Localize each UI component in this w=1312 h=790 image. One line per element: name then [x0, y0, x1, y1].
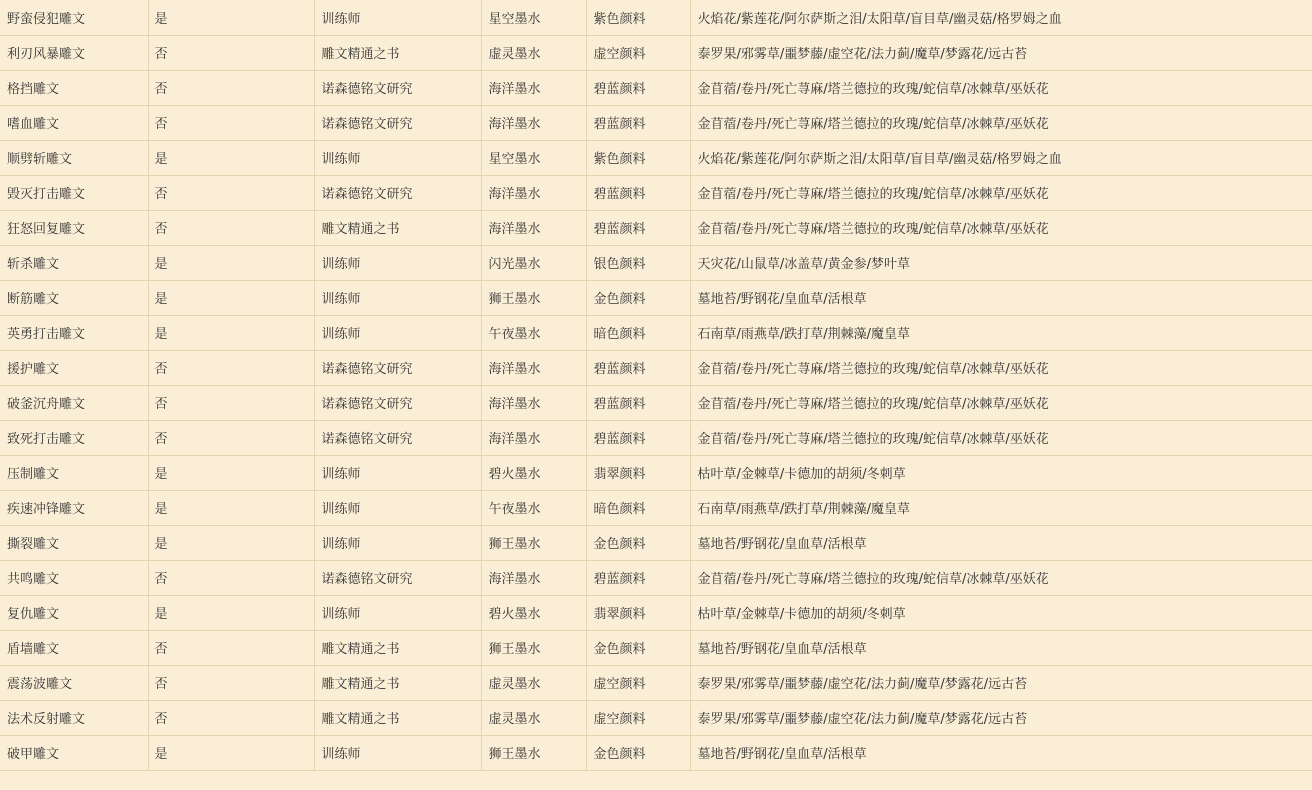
table-row [0, 70, 1312, 105]
glyph-name-cell: 利刃风暴雕文 [0, 35, 148, 70]
is-trainer-learned-cell: 是 [148, 490, 314, 525]
pigment-cell: 虚空颜料 [586, 35, 690, 70]
is-trainer-learned-cell: 是 [148, 315, 314, 350]
herbs-cell: 金苜蓿/卷丹/死亡荨麻/塔兰德拉的玫瑰/蛇信草/冰棘草/巫妖花 [690, 175, 1312, 210]
pigment-cell: 紫色颜料 [586, 0, 690, 35]
source-cell: 训练师 [314, 525, 481, 560]
source-cell: 雕文精通之书 [314, 35, 481, 70]
is-trainer-learned-cell: 否 [148, 630, 314, 665]
ink-cell: 狮王墨水 [481, 630, 586, 665]
glyph-name-cell: 援护雕文 [0, 350, 148, 385]
glyph-name-cell: 撕裂雕文 [0, 525, 148, 560]
ink-cell: 虚灵墨水 [481, 700, 586, 735]
ink-cell: 海洋墨水 [481, 385, 586, 420]
table-row [0, 560, 1312, 595]
source-cell: 训练师 [314, 315, 481, 350]
table-row [0, 0, 1312, 35]
pigment-cell: 碧蓝颜料 [586, 210, 690, 245]
ink-cell: 狮王墨水 [481, 525, 586, 560]
table-row [0, 385, 1312, 420]
ink-cell: 海洋墨水 [481, 210, 586, 245]
glyph-name-cell: 狂怒回复雕文 [0, 210, 148, 245]
herbs-cell: 金苜蓿/卷丹/死亡荨麻/塔兰德拉的玫瑰/蛇信草/冰棘草/巫妖花 [690, 560, 1312, 595]
is-trainer-learned-cell: 否 [148, 665, 314, 700]
source-cell: 诺森德铭文研究 [314, 350, 481, 385]
ink-cell: 海洋墨水 [481, 105, 586, 140]
source-cell: 训练师 [314, 140, 481, 175]
table-row [0, 630, 1312, 665]
source-cell: 训练师 [314, 280, 481, 315]
herbs-cell: 墓地苔/野钢花/皇血草/活根草 [690, 735, 1312, 770]
is-trainer-learned-cell: 否 [148, 420, 314, 455]
ink-cell: 星空墨水 [481, 0, 586, 35]
is-trainer-learned-cell: 是 [148, 735, 314, 770]
ink-cell: 碧火墨水 [481, 455, 586, 490]
pigment-cell: 金色颜料 [586, 525, 690, 560]
pigment-cell: 翡翠颜料 [586, 455, 690, 490]
is-trainer-learned-cell: 是 [148, 140, 314, 175]
pigment-cell: 碧蓝颜料 [586, 70, 690, 105]
glyph-name-cell: 致死打击雕文 [0, 420, 148, 455]
herbs-cell: 火焰花/紫莲花/阿尔萨斯之泪/太阳草/盲目草/幽灵菇/格罗姆之血 [690, 0, 1312, 35]
is-trainer-learned-cell: 否 [148, 350, 314, 385]
glyph-name-cell: 疾速冲锋雕文 [0, 490, 148, 525]
source-cell: 雕文精通之书 [314, 210, 481, 245]
ink-cell: 虚灵墨水 [481, 665, 586, 700]
is-trainer-learned-cell: 否 [148, 700, 314, 735]
pigment-cell: 碧蓝颜料 [586, 105, 690, 140]
glyph-name-cell: 压制雕文 [0, 455, 148, 490]
source-cell: 诺森德铭文研究 [314, 560, 481, 595]
pigment-cell: 银色颜料 [586, 245, 690, 280]
ink-cell: 虚灵墨水 [481, 35, 586, 70]
source-cell: 诺森德铭文研究 [314, 420, 481, 455]
is-trainer-learned-cell: 否 [148, 175, 314, 210]
ink-cell: 海洋墨水 [481, 560, 586, 595]
ink-cell: 狮王墨水 [481, 735, 586, 770]
pigment-cell: 碧蓝颜料 [586, 560, 690, 595]
source-cell: 雕文精通之书 [314, 630, 481, 665]
pigment-cell: 金色颜料 [586, 280, 690, 315]
is-trainer-learned-cell: 是 [148, 455, 314, 490]
herbs-cell: 墓地苔/野钢花/皇血草/活根草 [690, 280, 1312, 315]
herbs-cell: 泰罗果/邪雾草/噩梦藤/虚空花/法力蓟/魔草/梦露花/远古苔 [690, 665, 1312, 700]
glyph-name-cell: 格挡雕文 [0, 70, 148, 105]
glyph-name-cell: 盾墙雕文 [0, 630, 148, 665]
table-row [0, 420, 1312, 455]
table-row [0, 700, 1312, 735]
is-trainer-learned-cell: 否 [148, 105, 314, 140]
is-trainer-learned-cell: 否 [148, 385, 314, 420]
table-row [0, 175, 1312, 210]
table-row [0, 595, 1312, 630]
herbs-cell: 墓地苔/野钢花/皇血草/活根草 [690, 630, 1312, 665]
herbs-cell: 金苜蓿/卷丹/死亡荨麻/塔兰德拉的玫瑰/蛇信草/冰棘草/巫妖花 [690, 105, 1312, 140]
ink-cell: 海洋墨水 [481, 350, 586, 385]
pigment-cell: 金色颜料 [586, 630, 690, 665]
pigment-cell: 暗色颜料 [586, 490, 690, 525]
glyph-name-cell: 震荡波雕文 [0, 665, 148, 700]
ink-cell: 午夜墨水 [481, 315, 586, 350]
glyph-name-cell: 破甲雕文 [0, 735, 148, 770]
table-row [0, 245, 1312, 280]
table-row [0, 525, 1312, 560]
source-cell: 训练师 [314, 455, 481, 490]
pigment-cell: 碧蓝颜料 [586, 385, 690, 420]
source-cell: 训练师 [314, 595, 481, 630]
ink-cell: 狮王墨水 [481, 280, 586, 315]
herbs-cell: 金苜蓿/卷丹/死亡荨麻/塔兰德拉的玫瑰/蛇信草/冰棘草/巫妖花 [690, 420, 1312, 455]
source-cell: 诺森德铭文研究 [314, 70, 481, 105]
table-row [0, 35, 1312, 70]
glyph-name-cell: 顺劈斩雕文 [0, 140, 148, 175]
pigment-cell: 虚空颜料 [586, 700, 690, 735]
ink-cell: 午夜墨水 [481, 490, 586, 525]
glyph-name-cell: 破釜沉舟雕文 [0, 385, 148, 420]
pigment-cell: 碧蓝颜料 [586, 175, 690, 210]
herbs-cell: 枯叶草/金棘草/卡德加的胡须/冬刺草 [690, 455, 1312, 490]
table-row [0, 350, 1312, 385]
pigment-cell: 碧蓝颜料 [586, 420, 690, 455]
is-trainer-learned-cell: 否 [148, 70, 314, 105]
ink-cell: 海洋墨水 [481, 70, 586, 105]
herbs-cell: 墓地苔/野钢花/皇血草/活根草 [690, 525, 1312, 560]
is-trainer-learned-cell: 否 [148, 210, 314, 245]
glyph-name-cell: 复仇雕文 [0, 595, 148, 630]
herbs-cell: 枯叶草/金棘草/卡德加的胡须/冬刺草 [690, 595, 1312, 630]
is-trainer-learned-cell: 是 [148, 0, 314, 35]
source-cell: 训练师 [314, 245, 481, 280]
pigment-cell: 紫色颜料 [586, 140, 690, 175]
pigment-cell: 暗色颜料 [586, 315, 690, 350]
pigment-cell: 翡翠颜料 [586, 595, 690, 630]
glyph-name-cell: 嗜血雕文 [0, 105, 148, 140]
pigment-cell: 碧蓝颜料 [586, 350, 690, 385]
source-cell: 诺森德铭文研究 [314, 175, 481, 210]
pigment-cell: 金色颜料 [586, 735, 690, 770]
is-trainer-learned-cell: 否 [148, 560, 314, 595]
source-cell: 训练师 [314, 0, 481, 35]
table-row [0, 280, 1312, 315]
herbs-cell: 金苜蓿/卷丹/死亡荨麻/塔兰德拉的玫瑰/蛇信草/冰棘草/巫妖花 [690, 210, 1312, 245]
table-row [0, 210, 1312, 245]
table-row [0, 315, 1312, 350]
is-trainer-learned-cell: 是 [148, 280, 314, 315]
table-row [0, 490, 1312, 525]
glyph-name-cell: 断筋雕文 [0, 280, 148, 315]
source-cell: 训练师 [314, 490, 481, 525]
ink-cell: 海洋墨水 [481, 420, 586, 455]
glyph-name-cell: 英勇打击雕文 [0, 315, 148, 350]
is-trainer-learned-cell: 是 [148, 245, 314, 280]
is-trainer-learned-cell: 是 [148, 525, 314, 560]
source-cell: 训练师 [314, 735, 481, 770]
herbs-cell: 石南草/雨燕草/跌打草/荆棘藻/魔皇草 [690, 490, 1312, 525]
source-cell: 雕文精通之书 [314, 700, 481, 735]
table-row [0, 105, 1312, 140]
glyph-name-cell: 斩杀雕文 [0, 245, 148, 280]
table-row [0, 140, 1312, 175]
table-row [0, 455, 1312, 490]
herbs-cell: 金苜蓿/卷丹/死亡荨麻/塔兰德拉的玫瑰/蛇信草/冰棘草/巫妖花 [690, 350, 1312, 385]
source-cell: 诺森德铭文研究 [314, 105, 481, 140]
ink-cell: 星空墨水 [481, 140, 586, 175]
ink-cell: 海洋墨水 [481, 175, 586, 210]
herbs-cell: 火焰花/紫莲花/阿尔萨斯之泪/太阳草/盲目草/幽灵菇/格罗姆之血 [690, 140, 1312, 175]
table-row [0, 735, 1312, 770]
herbs-cell: 泰罗果/邪雾草/噩梦藤/虚空花/法力蓟/魔草/梦露花/远古苔 [690, 700, 1312, 735]
glyph-name-cell: 法术反射雕文 [0, 700, 148, 735]
herbs-cell: 金苜蓿/卷丹/死亡荨麻/塔兰德拉的玫瑰/蛇信草/冰棘草/巫妖花 [690, 385, 1312, 420]
source-cell: 诺森德铭文研究 [314, 385, 481, 420]
ink-cell: 闪光墨水 [481, 245, 586, 280]
herbs-cell: 金苜蓿/卷丹/死亡荨麻/塔兰德拉的玫瑰/蛇信草/冰棘草/巫妖花 [690, 70, 1312, 105]
source-cell: 雕文精通之书 [314, 665, 481, 700]
herbs-cell: 石南草/雨燕草/跌打草/荆棘藻/魔皇草 [690, 315, 1312, 350]
is-trainer-learned-cell: 是 [148, 595, 314, 630]
herbs-cell: 天灾花/山鼠草/冰盖草/黄金参/梦叶草 [690, 245, 1312, 280]
table-row [0, 665, 1312, 700]
glyph-name-cell: 野蛮侵犯雕文 [0, 0, 148, 35]
herbs-cell: 泰罗果/邪雾草/噩梦藤/虚空花/法力蓟/魔草/梦露花/远古苔 [690, 35, 1312, 70]
glyph-name-cell: 毁灭打击雕文 [0, 175, 148, 210]
pigment-cell: 虚空颜料 [586, 665, 690, 700]
ink-cell: 碧火墨水 [481, 595, 586, 630]
is-trainer-learned-cell: 否 [148, 35, 314, 70]
glyph-name-cell: 共鸣雕文 [0, 560, 148, 595]
